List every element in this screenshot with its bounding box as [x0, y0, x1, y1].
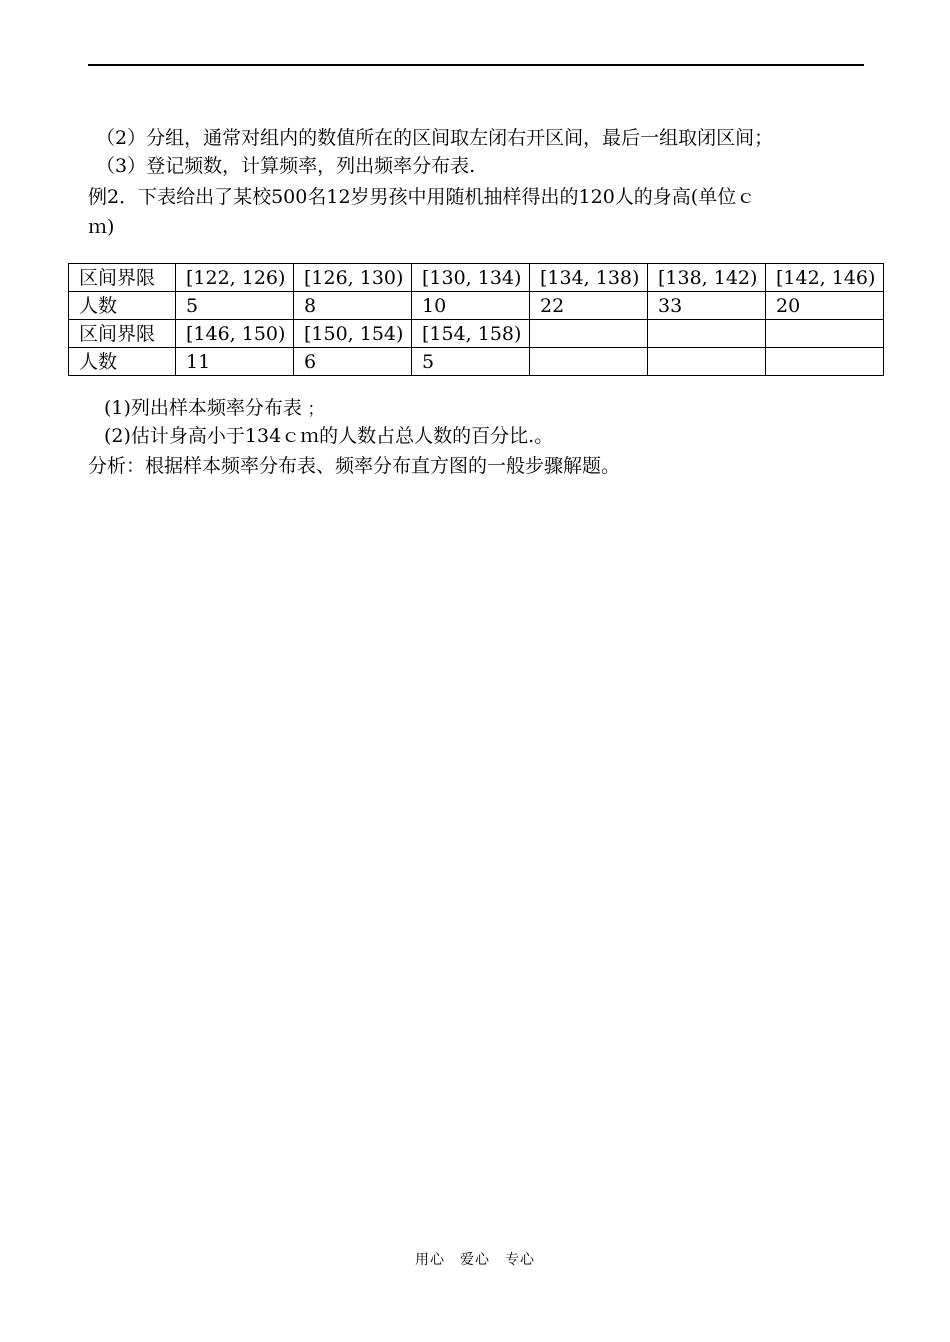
table-row — [69, 320, 884, 348]
question-1: (1)列出样本频率分布表﹔ — [104, 397, 321, 419]
table-cell: [126, 130) — [294, 264, 412, 292]
table-cell: [122, 126) — [176, 264, 294, 292]
table-cell: 5 — [412, 348, 530, 376]
table-row — [69, 348, 884, 376]
table-cell: 22 — [530, 292, 648, 320]
table-cell: 6 — [294, 348, 412, 376]
step2-text: （2）分组，通常对组内的数值所在的区间取左闭右开区间，最后一组取闭区间； — [96, 127, 774, 149]
table-cell: 20 — [766, 292, 884, 320]
table-cell: 人数 — [69, 292, 176, 320]
analysis-text: 分析：根据样本频率分布表、频率分布直方图的一般步骤解题。 — [88, 455, 621, 477]
table-cell: 8 — [294, 292, 412, 320]
table-cell — [530, 348, 648, 376]
table-cell: 区间界限 — [69, 320, 176, 348]
table-cell: [134, 138) — [530, 264, 648, 292]
table-cell: [150, 154) — [294, 320, 412, 348]
table-cell — [766, 348, 884, 376]
table-cell — [648, 348, 766, 376]
table-row — [69, 264, 884, 292]
example-text-line2: ｍ) — [88, 216, 115, 238]
table-row — [69, 292, 884, 320]
header-rule — [88, 64, 864, 66]
table-cell: 10 — [412, 292, 530, 320]
table-cell: 人数 — [69, 348, 176, 376]
question-2: (2)估计身高小于134ｃｍ的人数占总人数的百分比.。 — [104, 425, 554, 447]
table-cell — [648, 320, 766, 348]
table-cell — [530, 320, 648, 348]
table-cell: [142, 146) — [766, 264, 884, 292]
table-cell: [130, 134) — [412, 264, 530, 292]
example-text-line1: 例2．下表给出了某校500名12岁男孩中用随机抽样得出的120人的身高(单位ｃ — [88, 186, 756, 208]
table-cell: [138, 142) — [648, 264, 766, 292]
table-cell: [154, 158) — [412, 320, 530, 348]
table-cell: 11 — [176, 348, 294, 376]
table-cell: 区间界限 — [69, 264, 176, 292]
table-cell: [146, 150) — [176, 320, 294, 348]
page-footer: 用心 爱心 专心 — [415, 1252, 535, 1268]
table-cell — [766, 320, 884, 348]
height-frequency-table — [68, 263, 884, 376]
step3-text: （3）登记频数，计算频率，列出频率分布表. — [96, 155, 476, 177]
table-cell: 33 — [648, 292, 766, 320]
table-cell: 5 — [176, 292, 294, 320]
